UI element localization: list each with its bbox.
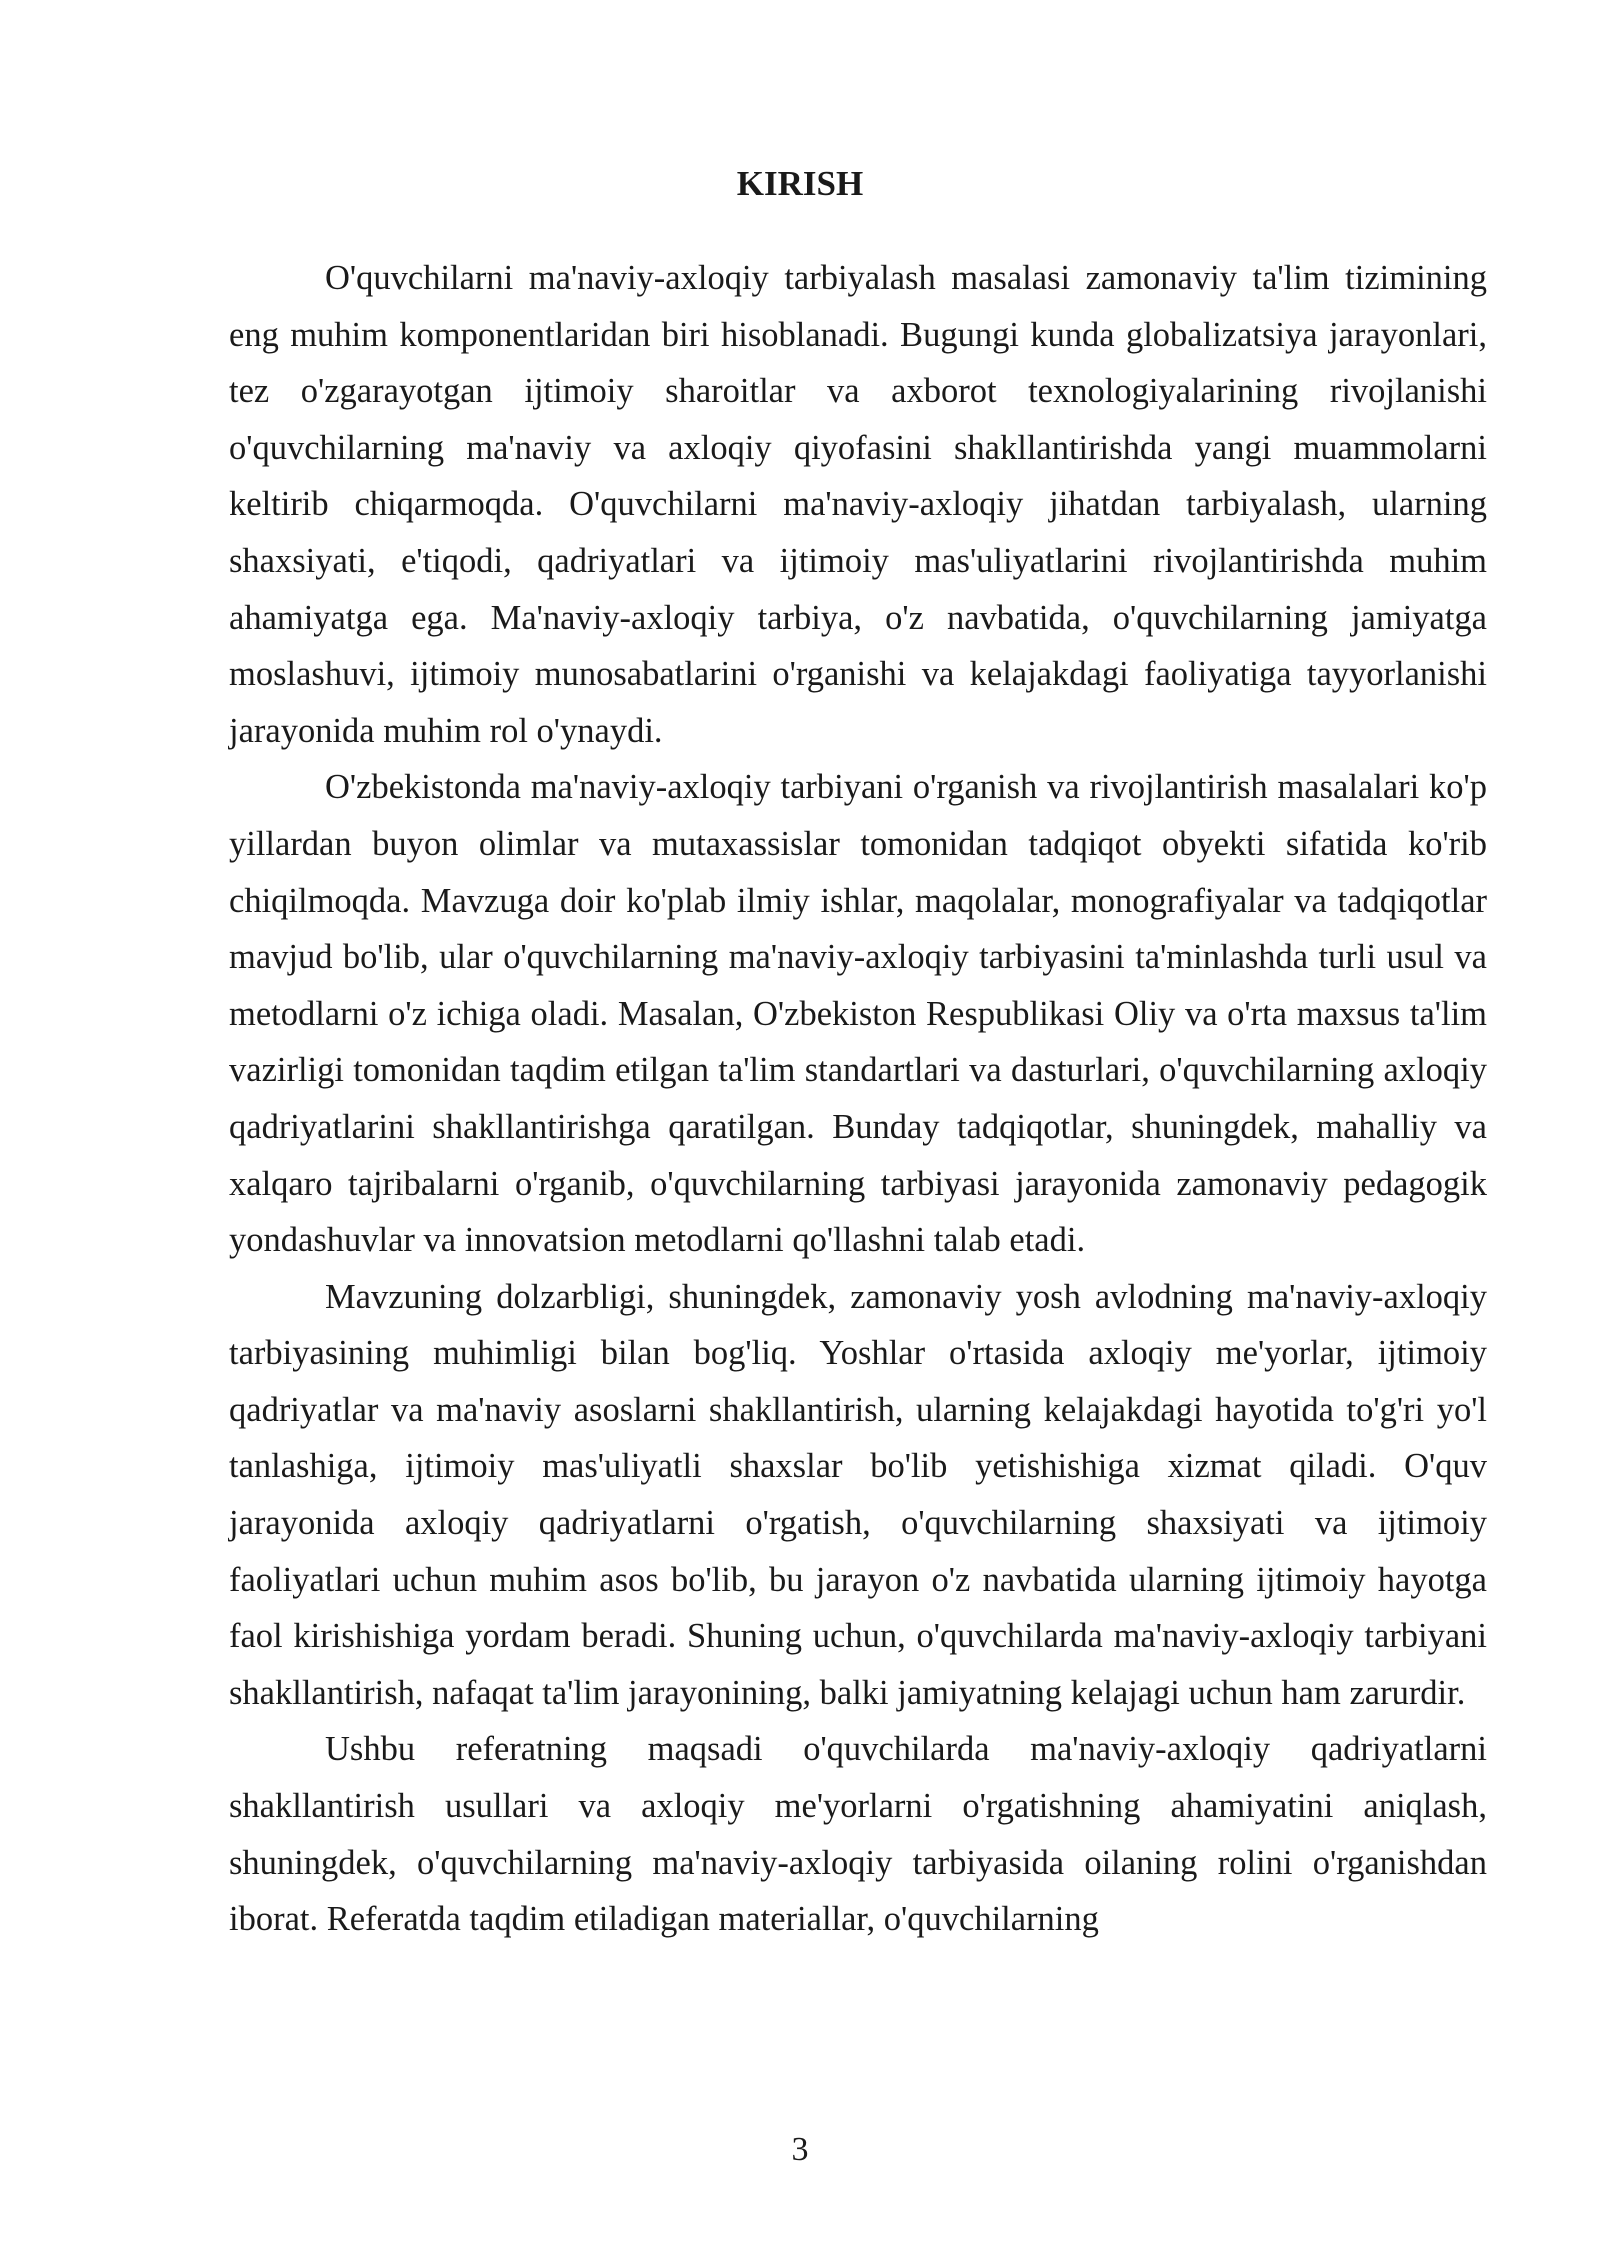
- page-number: 3: [791, 2131, 809, 2168]
- paragraph-2: O'zbekistonda ma'naviy-axloqiy tarbiyani o'rganish va rivojlantirish masalalari ko'p yillardan buyon olimlar va mutaxassislar tomonidan tadqiqot obyekti sifatida ko'rib chiqilmoqda. Mavzuga doir ko'plab ilmiy ishlar, maqolalar, monografiyalar va tadqiqotlar mavjud bo'lib, ular o'quvchilarning ma'naviy-axloqiy tarbiyasini ta'minlashda turli usul va metodlarni o'z ichiga oladi. Masalan, O'zbekiston Respublikasi Oliy va o'rta maxsus ta'lim vazirligi tomonidan taqdim etilgan ta'lim standartlari va dasturlari, o'quvchilarning axloqiy qadriyatlarini shakllantirishga qaratilgan. Bunday tadqiqotlar, shuningdek, mahalliy va xalqaro tajribalarni o'rganib, o'quvchilarning tarbiyasi jarayonida zamonaviy pedagogik yondashuvlar va innovatsion metodlarni qo'llashni talab etadi.: [229, 768, 1487, 1260]
- document-body: [229, 250, 1487, 1948]
- paragraph-1: O'quvchilarni ma'naviy-axloqiy tarbiyalash masalasi zamonaviy ta'lim tizimining eng muhim komponentlaridan biri hisoblanadi. Bugungi kunda globalizatsiya jarayonlari, tez o'zgarayotgan ijtimoiy sharoitlar va axborot texnologiyalarining rivojlanishi o'quvchilarning ma'naviy va axloqiy qiyofasini shakllantirishda yangi muammolarni keltirib chiqarmoqda. O'quvchilarni ma'naviy-axloqiy jihatdan tarbiyalash, ularning shaxsiyati, e'tiqodi, qadriyatlari va ijtimoiy mas'uliyatlarini rivojlantirishda muhim ahamiyatga ega. Ma'naviy-axloqiy tarbiya, o'z navbatida, o'quvchilarning jamiyatga moslashuvi, ijtimoiy munosabatlarini o'rganishi va kelajakdagi faoliyatiga tayyorlanishi jarayonida muhim rol o'ynaydi.: [229, 259, 1487, 750]
- paragraph-4: Ushbu referatning maqsadi o'quvchilarda ma'naviy-axloqiy qadriyatlarni shakllantirish usullari va axloqiy me'yorlarni o'rgatishning ahamiyatini aniqlash, shuningdek, o'quvchilarning ma'naviy-axloqiy tarbiyasida oilaning rolini o'rganishdan iborat. Referatda taqdim etiladigan materiallar, o'quvchilarning: [229, 1730, 1487, 1939]
- paragraph-3: Mavzuning dolzarbligi, shuningdek, zamonaviy yosh avlodning ma'naviy-axloqiy tarbiyasining muhimligi bilan bog'liq. Yoshlar o'rtasida axloqiy me'yorlar, ijtimoiy qadriyatlar va ma'naviy asoslarni shakllantirish, ularning kelajakdagi hayotida to'g'ri yo'l tanlashiga, ijtimoiy mas'uliyatli shaxslar bo'lib yetishishiga xizmat qiladi. O'quv jarayonida axloqiy qadriyatlarni o'rgatish, o'quvchilarning shaxsiyati va ijtimoiy faoliyatlari uchun muhim asos bo'lib, bu jarayon o'z navbatida ularning ijtimoiy hayotga faol kirishishiga yordam beradi. Shuning uchun, o'quvchilarda ma'naviy-axloqiy tarbiyani shakllantirish, nafaqat ta'lim jarayonining, balki jamiyatning kelajagi uchun ham zarurdir.: [229, 1277, 1487, 1712]
- page-title: KIRISH: [736, 164, 864, 203]
